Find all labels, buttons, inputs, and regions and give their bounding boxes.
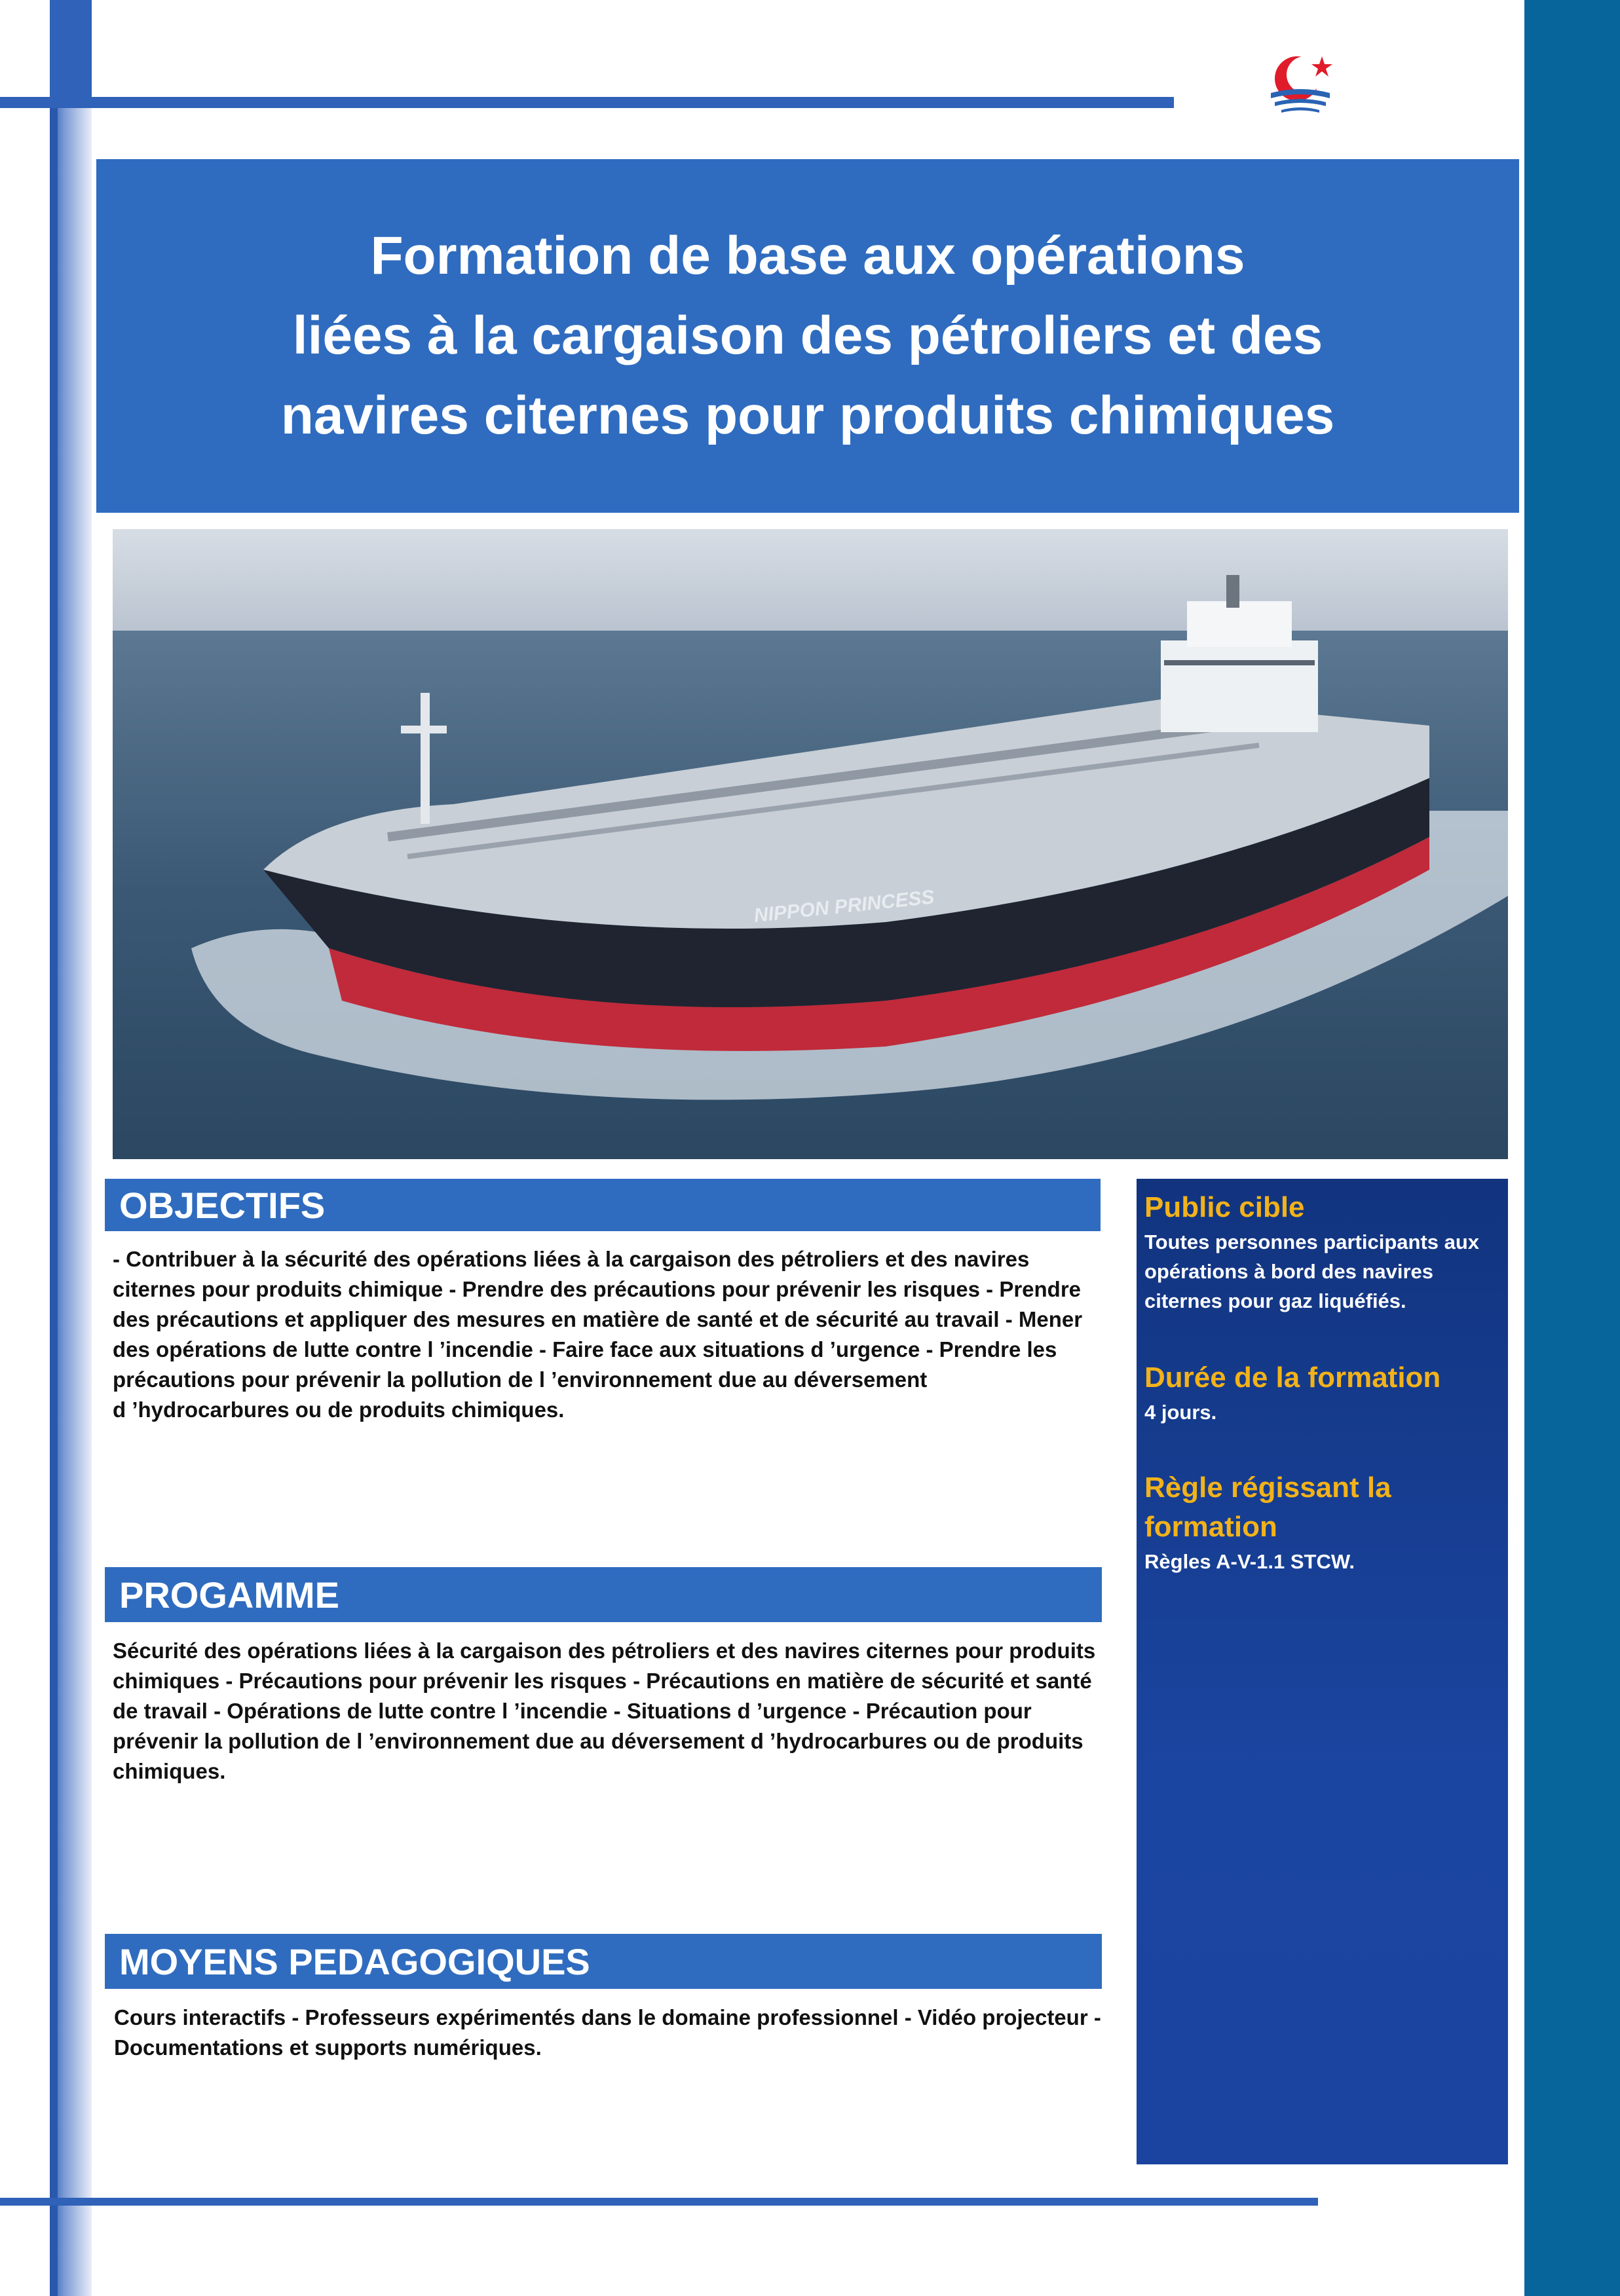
public-cible-line: Toutes personnes participants aux — [1144, 1231, 1480, 1253]
duree-title: Durée de la formation — [1144, 1361, 1441, 1394]
moyens-line: Documentations et supports numériques. — [114, 2035, 542, 2060]
title-line-2: liées à la cargaison des pétroliers et des — [292, 306, 1323, 365]
moyens-text — [114, 2003, 1123, 2063]
left-bar-top — [50, 0, 92, 98]
left-bar-edge — [50, 98, 58, 2296]
programme-line: chimiques - Précautions pour prévenir les risques - Précautions en matière de sécurité et santé — [113, 1669, 1092, 1693]
public-cible-line: citernes pour gaz liquéfiés. — [1144, 1289, 1406, 1312]
right-decorative-bar — [1524, 0, 1620, 2296]
top-divider-line — [0, 97, 1174, 108]
objectifs-line: citernes pour produits chimique - Prendre des précautions pour prévenir les risques - Prendre — [113, 1277, 1082, 1301]
moyens-heading: MOYENS PEDAGOGIQUES — [105, 1934, 1102, 1989]
regle-value: Règles A-V-1.1 STCW. — [1144, 1550, 1355, 1573]
title-line-1: Formation de base aux opérations — [370, 226, 1245, 286]
regle-block — [1144, 1468, 1501, 1576]
duree-block — [1144, 1358, 1501, 1427]
regle-title-line: Règle régissant la — [1144, 1472, 1391, 1504]
objectifs-line: d ’hydrocarbures ou de produits chimiques. — [113, 1398, 565, 1422]
logo — [1264, 47, 1336, 119]
objectifs-line: des précautions et appliquer des mesures en matière de santé et de sécurité au travail - Mener — [113, 1307, 1083, 1331]
title-line-3: navires citernes pour produits chimiques — [280, 386, 1335, 445]
public-cible-block — [1144, 1188, 1501, 1316]
programme-text — [113, 1636, 1121, 1787]
public-cible-title: Public cible — [1144, 1191, 1305, 1223]
objectifs-heading: OBJECTIFS — [105, 1179, 1101, 1231]
ship-name: NIPPON PRINCESS — [753, 886, 935, 927]
programme-heading: PROGAMME — [105, 1567, 1102, 1622]
objectifs-text — [113, 1244, 1121, 1425]
public-cible-line: opérations à bord des navires — [1144, 1260, 1434, 1283]
moyens-line: Cours interactifs - Professeurs expérimentés dans le domaine professionnel - Vidéo projecteur - — [114, 2005, 1101, 2029]
programme-line: Sécurité des opérations liées à la cargaison des pétroliers et des navires citernes pour produits — [113, 1639, 1096, 1663]
regle-title-line: formation — [1144, 1511, 1277, 1543]
objectifs-line: - Contribuer à la sécurité des opérations liées à la cargaison des pétroliers et des navires — [113, 1247, 1030, 1271]
bottom-divider-line — [0, 2198, 1318, 2206]
programme-line: prévenir la pollution de l ’environnement due au déversement d ’hydrocarbures ou de produits — [113, 1729, 1083, 1753]
page-title — [185, 216, 1430, 456]
title-banner — [96, 159, 1519, 513]
duree-value: 4 jours. — [1144, 1401, 1217, 1424]
tanker-ship-photo — [113, 529, 1508, 1159]
info-side-panel — [1137, 1179, 1508, 2164]
objectifs-line: précautions pour prévenir la pollution de l ’environnement due au déversement — [113, 1367, 928, 1392]
programme-line: de travail - Opérations de lutte contre l ’incendie - Situations d ’urgence - Précaution pour — [113, 1699, 1032, 1723]
programme-line: chimiques. — [113, 1759, 226, 1783]
objectifs-line: des opérations de lutte contre l ’incendie - Faire face aux situations d ’urgence - Prendre les — [113, 1337, 1057, 1361]
